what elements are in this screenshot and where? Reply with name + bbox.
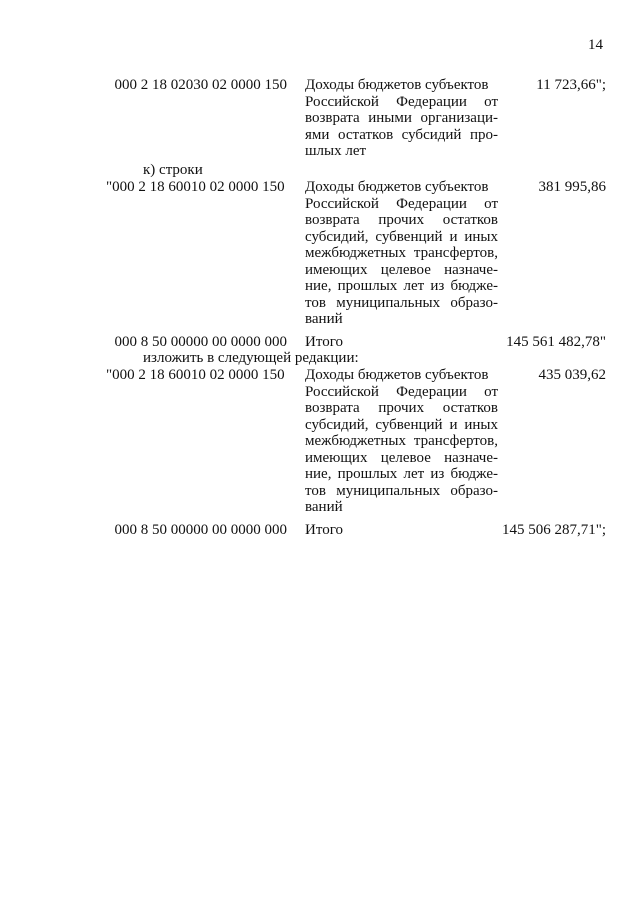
- description-line: тов муниципальных образо-: [305, 482, 498, 499]
- description-line: Доходы бюджетов субъектов: [305, 367, 489, 383]
- description-line: межбюджетных трансфертов,: [305, 433, 498, 449]
- income-description: [305, 179, 498, 328]
- section-note: к) строки: [143, 162, 203, 178]
- budget-code: 000 2 18 02030 02 0000 150: [114, 77, 287, 93]
- description-line: шлых лет: [305, 143, 367, 159]
- description-line: возврата иными организаци-: [305, 110, 498, 126]
- total-code: 000 8 50 00000 00 0000 000: [114, 334, 287, 350]
- amount: 435 039,62: [538, 367, 606, 383]
- description-line: ние, прошлых лет из бюдже-: [305, 466, 498, 482]
- description-line: Российской Федерации от: [305, 195, 498, 212]
- total-label: Итого: [305, 522, 343, 538]
- description-line: межбюджетных трансфертов,: [305, 245, 498, 261]
- description-line: субсидий, субвенций и иных: [305, 228, 498, 245]
- budget-code: "000 2 18 60010 02 0000 150: [106, 179, 285, 195]
- description-line: тов муниципальных образо-: [305, 294, 498, 311]
- description-line: ваний: [305, 311, 343, 327]
- description-line: возврата прочих остатков: [305, 400, 498, 416]
- description-line: ями остатков субсидий про-: [305, 126, 498, 143]
- description-line: возврата прочих остатков: [305, 212, 498, 228]
- description-line: Российской Федерации от: [305, 383, 498, 400]
- description-line: ние, прошлых лет из бюдже-: [305, 278, 498, 294]
- amount: 11 723,66";: [536, 77, 606, 93]
- income-description: [305, 367, 498, 516]
- description-line: имеющих целевое назначе-: [305, 449, 498, 466]
- description-line: Российской Федерации от: [305, 93, 498, 110]
- description-line: субсидий, субвенций и иных: [305, 416, 498, 433]
- description-line: Доходы бюджетов субъектов: [305, 77, 489, 93]
- description-line: имеющих целевое назначе-: [305, 261, 498, 278]
- total-label: Итого: [305, 334, 343, 350]
- section-note: изложить в следующей редакции:: [143, 350, 359, 366]
- total-amount: 145 561 482,78": [506, 334, 606, 350]
- income-description: [305, 77, 498, 160]
- amount: 381 995,86: [538, 179, 606, 195]
- description-line: ваний: [305, 499, 343, 515]
- budget-code: "000 2 18 60010 02 0000 150: [106, 367, 285, 383]
- description-line: Доходы бюджетов субъектов: [305, 179, 489, 195]
- total-code: 000 8 50 00000 00 0000 000: [114, 522, 287, 538]
- page-number: 14: [588, 37, 603, 53]
- total-amount: 145 506 287,71";: [501, 522, 606, 538]
